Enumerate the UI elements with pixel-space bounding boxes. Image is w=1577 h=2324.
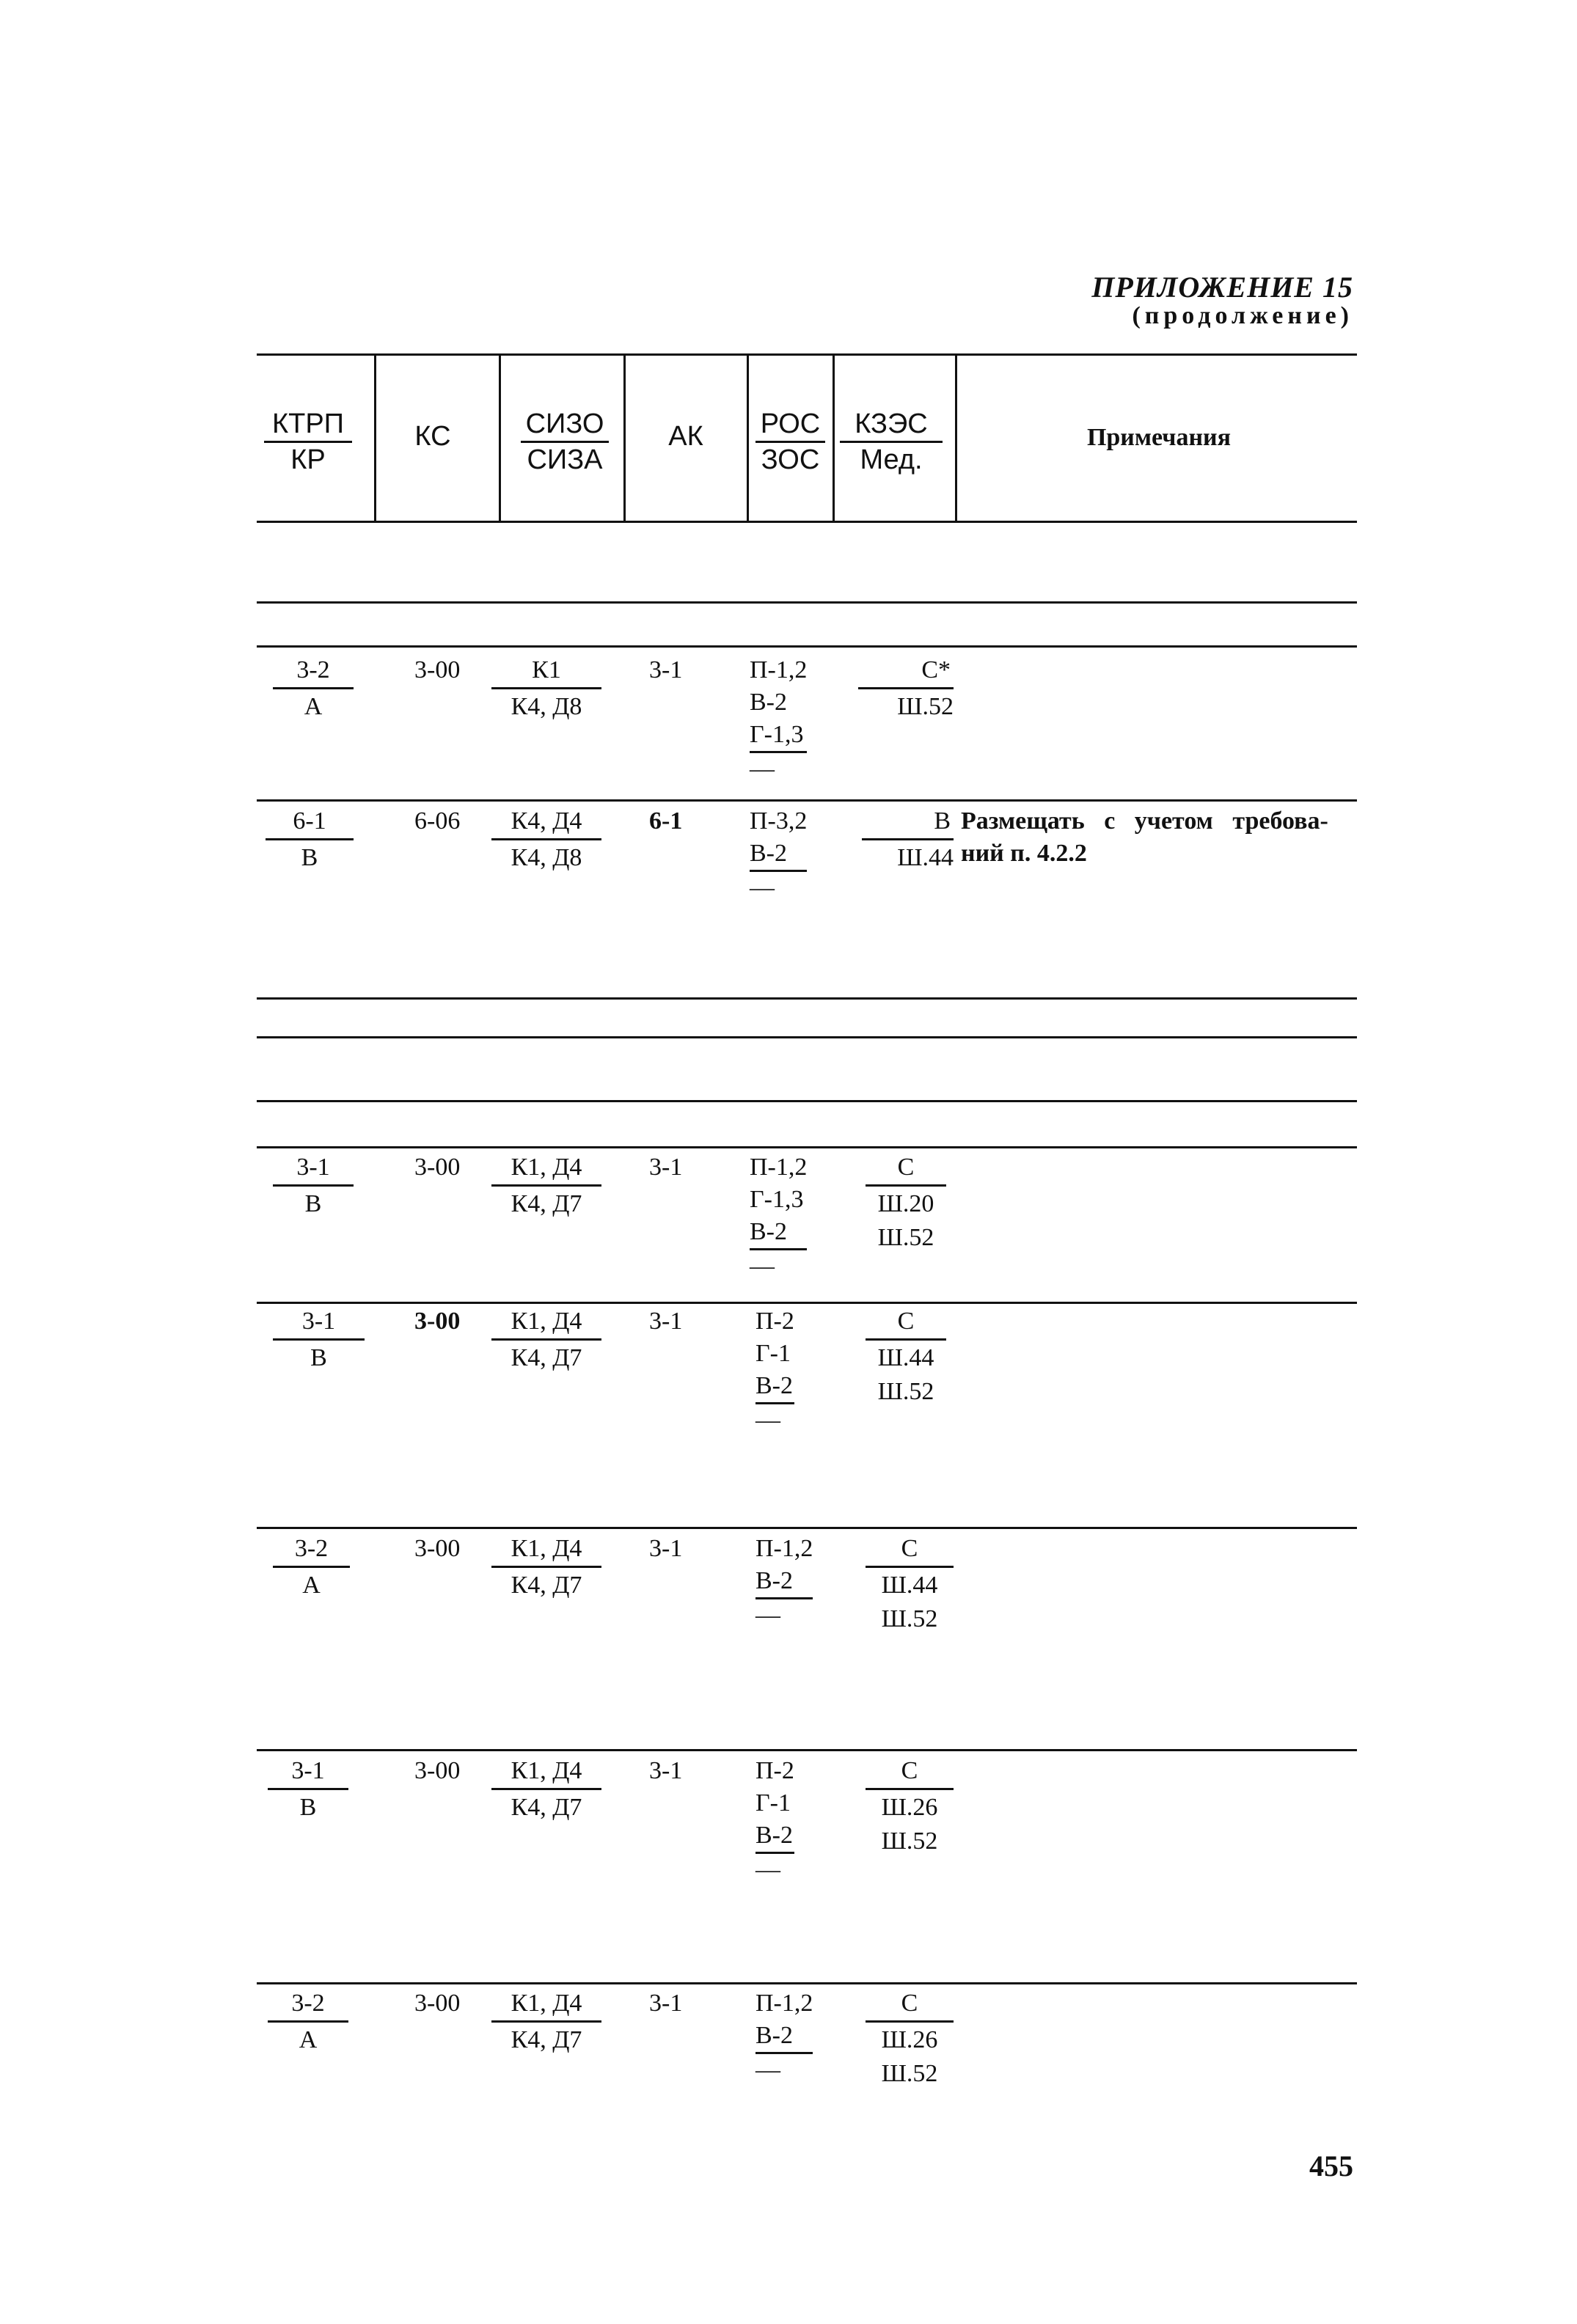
kzes-med-fraction — [866, 1533, 954, 1635]
ak-value: 3-1 — [649, 1308, 683, 1335]
kzes-value: С — [866, 1305, 946, 1341]
kzes-value: С* — [858, 654, 954, 689]
header-kr: КР — [290, 444, 326, 475]
kzes-med-fraction — [866, 1151, 946, 1254]
row-rule — [257, 1146, 1357, 1148]
ros-value: Г-1 — [755, 1789, 791, 1817]
ks-value: 3-00 — [414, 1535, 461, 1562]
col-divider — [623, 356, 626, 521]
zos-value: — — [755, 2056, 780, 2083]
header-notes: Примечания — [1086, 424, 1232, 451]
med-value: Ш.52 — [881, 1828, 938, 1855]
header-med: Мед. — [860, 444, 923, 475]
table-top-rule — [257, 353, 1357, 356]
ros-zos-cell — [755, 1305, 794, 1437]
sizo-siza-fraction — [491, 1305, 601, 1374]
ros-value: П-2 — [755, 1308, 794, 1335]
ktrp-kr-fraction — [273, 654, 354, 723]
sizo-value: К4, Д4 — [491, 805, 601, 840]
ktrp-value: 3-1 — [273, 1305, 365, 1341]
zos-value: — — [755, 1602, 780, 1629]
sizo-siza-fraction — [491, 1987, 601, 2056]
siza-value: К4, Д7 — [511, 2026, 582, 2053]
ros-value: В-2 — [750, 689, 787, 716]
ktrp-kr-fraction — [273, 1305, 365, 1374]
row-rule — [257, 1100, 1357, 1102]
siza-value: К4, Д8 — [511, 693, 582, 720]
ak-value: 6-1 — [649, 807, 683, 835]
appendix-title: ПРИЛОЖЕНИЕ 15 — [1091, 271, 1353, 304]
ktrp-value: 3-2 — [273, 1533, 350, 1568]
ros-value: В-2 — [755, 1565, 813, 1599]
ak-value: 3-1 — [649, 1154, 683, 1181]
ks-value: 3-00 — [414, 1990, 461, 2017]
ks-value: 3-00 — [414, 1154, 461, 1181]
siza-value: К4, Д8 — [511, 844, 582, 871]
ktrp-value: 3-1 — [268, 1755, 348, 1790]
med-value: Ш.52 — [897, 693, 954, 720]
zos-value: — — [755, 1407, 780, 1434]
header-zos: ЗОС — [761, 444, 820, 475]
row-rule — [257, 601, 1357, 604]
ktrp-kr-fraction — [268, 1755, 348, 1824]
header-kzes-med — [840, 407, 943, 477]
sizo-value: К1 — [491, 654, 601, 689]
ros-value: В-2 — [755, 2020, 813, 2054]
kr-value: А — [299, 2026, 318, 2053]
header-kzes: КЗЭС — [840, 407, 943, 443]
ak-value: 3-1 — [649, 1535, 683, 1562]
ros-zos-cell — [750, 654, 807, 785]
header-siza: СИЗА — [527, 444, 603, 475]
header-ros: РОС — [755, 407, 825, 443]
med-value: Ш.44 — [881, 1572, 938, 1599]
kzes-med-fraction — [862, 805, 954, 874]
ros-value: Г-1,3 — [750, 719, 807, 753]
ks-value: 3-00 — [414, 1757, 461, 1784]
row-rule — [257, 1982, 1357, 1984]
siza-value: К4, Д7 — [511, 1190, 582, 1217]
col-divider — [374, 356, 376, 521]
ros-value: В-2 — [755, 1819, 794, 1854]
siza-value: К4, Д7 — [511, 1794, 582, 1821]
sizo-siza-fraction — [491, 1755, 601, 1824]
ktrp-kr-fraction — [273, 1151, 354, 1220]
sizo-value: К1, Д4 — [491, 1987, 601, 2023]
row-rule — [257, 997, 1357, 1000]
siza-value: К4, Д7 — [511, 1572, 582, 1599]
row-rule — [257, 799, 1357, 802]
kr-value: А — [304, 693, 323, 720]
note-text: Размещать с учетом требова- — [961, 807, 1328, 835]
med-value: Ш.26 — [881, 1794, 938, 1821]
ros-value: Г-1,3 — [750, 1186, 804, 1213]
kzes-value: С — [866, 1987, 954, 2023]
header-ros-zos — [755, 407, 825, 477]
kzes-value: С — [866, 1533, 954, 1568]
ktrp-kr-fraction — [266, 805, 354, 874]
med-value: Ш.44 — [877, 1344, 934, 1371]
ks-value: 3-00 — [414, 656, 461, 683]
note-text: ний п. 4.2.2 — [961, 840, 1087, 867]
kr-value: В — [310, 1344, 327, 1371]
ros-value: В-2 — [755, 1370, 794, 1404]
ros-zos-cell — [755, 1755, 794, 1886]
header-sizo: СИЗО — [521, 407, 609, 443]
row-rule — [257, 1036, 1357, 1038]
ktrp-kr-fraction — [273, 1533, 350, 1602]
ak-value: 3-1 — [649, 1990, 683, 2017]
kzes-med-fraction — [866, 1755, 954, 1858]
header-ks: КС — [414, 421, 451, 452]
ktrp-value: 6-1 — [266, 805, 354, 840]
ros-value: В-2 — [750, 837, 807, 872]
kr-value: А — [302, 1572, 321, 1599]
med-value: Ш.20 — [877, 1190, 934, 1217]
row-rule — [257, 1527, 1357, 1529]
col-divider — [833, 356, 835, 521]
med-value: Ш.52 — [877, 1224, 934, 1251]
ros-value: Г-1 — [755, 1340, 791, 1367]
header-sizo-siza — [521, 407, 609, 477]
ros-value: В-2 — [750, 1216, 807, 1250]
page-number: 455 — [1309, 2149, 1353, 2182]
ros-value: П-1,2 — [755, 1535, 813, 1562]
col-divider — [955, 356, 957, 521]
kr-value: В — [304, 1190, 322, 1217]
sizo-value: К1, Д4 — [491, 1151, 601, 1187]
med-value: Ш.52 — [877, 1378, 934, 1405]
kzes-med-fraction — [858, 654, 954, 723]
ros-value: П-1,2 — [750, 656, 808, 683]
ros-value: П-3,2 — [750, 807, 808, 835]
med-value: Ш.52 — [881, 1605, 938, 1632]
ak-value: 3-1 — [649, 656, 683, 683]
med-value: Ш.26 — [881, 2026, 938, 2053]
header-ak: АК — [668, 421, 703, 452]
row-rule — [257, 645, 1357, 648]
sizo-siza-fraction — [491, 654, 601, 723]
ks-value: 3-00 — [414, 1308, 461, 1335]
ros-zos-cell — [755, 1987, 813, 2086]
ros-zos-cell — [750, 1151, 807, 1283]
ktrp-value: 3-1 — [273, 1151, 354, 1187]
header-ktrp-kr — [264, 407, 352, 477]
appendix-subtitle: (продолжение) — [1132, 302, 1353, 329]
zos-value: — — [750, 755, 775, 782]
kzes-med-fraction — [866, 1987, 954, 2090]
table-header-bottom-rule — [257, 521, 1357, 523]
col-divider — [747, 356, 749, 521]
kzes-value: В — [862, 805, 954, 840]
sizo-siza-fraction — [491, 1533, 601, 1602]
ros-value: П-2 — [755, 1757, 794, 1784]
ros-zos-cell — [755, 1533, 813, 1632]
med-value: Ш.52 — [881, 2060, 938, 2087]
sizo-value: К1, Д4 — [491, 1533, 601, 1568]
kzes-value: С — [866, 1151, 946, 1187]
sizo-value: К1, Д4 — [491, 1755, 601, 1790]
ros-value: П-1,2 — [750, 1154, 808, 1181]
header-ktrp: КТРП — [264, 407, 352, 443]
ak-value: 3-1 — [649, 1757, 683, 1784]
kr-value: В — [301, 844, 318, 871]
ros-zos-cell — [750, 805, 807, 904]
zos-value: — — [755, 1856, 780, 1883]
zos-value: — — [750, 874, 775, 901]
ks-value: 6-06 — [414, 807, 461, 835]
zos-value: — — [750, 1253, 775, 1280]
row-rule — [257, 1749, 1357, 1751]
ktrp-value: 3-2 — [273, 654, 354, 689]
kzes-value: С — [866, 1755, 954, 1790]
col-divider — [499, 356, 501, 521]
ros-value: П-1,2 — [755, 1990, 813, 2017]
sizo-siza-fraction — [491, 805, 601, 874]
ktrp-kr-fraction — [268, 1987, 348, 2056]
sizo-value: К1, Д4 — [491, 1305, 601, 1341]
row-rule — [257, 1302, 1357, 1304]
kr-value: В — [299, 1794, 317, 1821]
med-value: Ш.44 — [897, 844, 954, 871]
sizo-siza-fraction — [491, 1151, 601, 1220]
siza-value: К4, Д7 — [511, 1344, 582, 1371]
kzes-med-fraction — [866, 1305, 946, 1408]
ktrp-value: 3-2 — [268, 1987, 348, 2023]
